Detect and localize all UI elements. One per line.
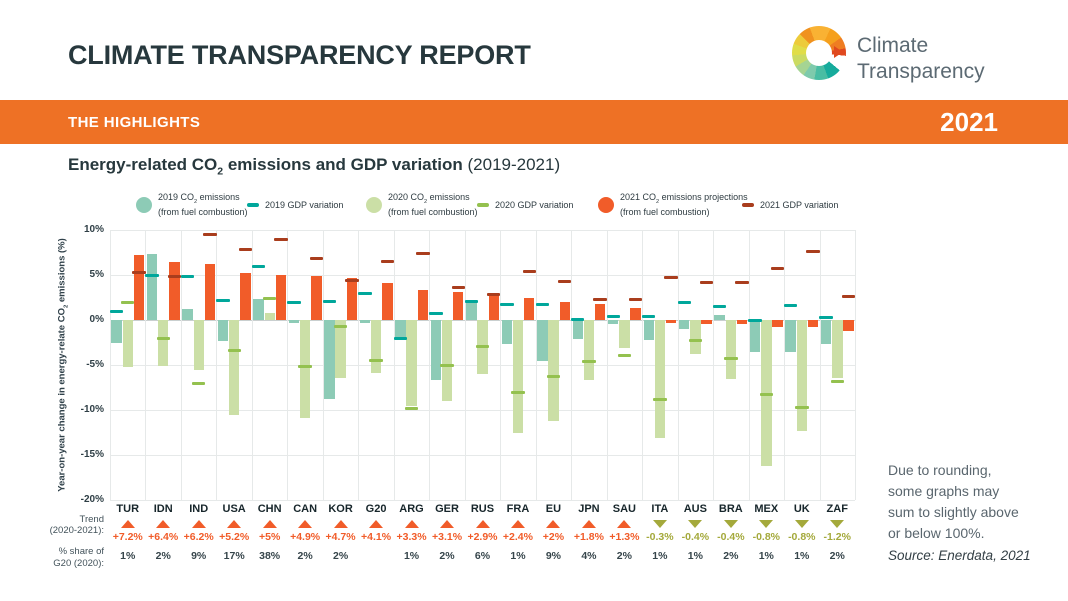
- bar-2019-co2: [573, 320, 583, 339]
- trend-value: +4.9%: [290, 531, 321, 543]
- country-label: ITA: [651, 503, 669, 515]
- share-value: 1%: [687, 550, 703, 562]
- gdp-dash-2020: [760, 393, 773, 396]
- bar-2019-co2: [360, 320, 370, 323]
- country-label: JPN: [578, 503, 600, 515]
- gdp-dash-2019: [678, 301, 691, 304]
- country-label: ARG: [399, 503, 424, 515]
- trend-row-label-1: Trend: [79, 514, 104, 525]
- y-tick-label: 5%: [89, 269, 104, 280]
- trend-up-icon: [511, 520, 525, 528]
- column-separator: [216, 230, 217, 500]
- column-separator: [855, 230, 856, 500]
- bar-2021-co2: [240, 273, 250, 320]
- trend-up-icon: [582, 520, 596, 528]
- column-separator: [642, 230, 643, 500]
- share-row-label-2: G20 (2020):: [53, 558, 104, 569]
- gdp-dash-2020: [653, 398, 666, 401]
- gdp-dash-2019: [536, 303, 549, 306]
- gdp-dash-2021: [593, 298, 606, 301]
- gdp-dash-2019: [465, 300, 478, 303]
- y-tick-label: 10%: [83, 224, 104, 235]
- gdp-dash-2021: [168, 275, 181, 278]
- bar-2021-co2: [276, 275, 286, 320]
- country-label: EU: [545, 503, 562, 515]
- bar-2021-co2: [134, 255, 144, 320]
- column-separator: [820, 230, 821, 500]
- bar-2021-co2: [737, 320, 747, 324]
- logo-word-2: Transparency: [857, 60, 985, 83]
- bar-2020-co2: [548, 320, 558, 421]
- bar-2019-co2: [147, 254, 157, 320]
- gdp-dash-2020: [440, 364, 453, 367]
- trend-up-icon: [546, 520, 560, 528]
- gdp-dash-2021: [416, 252, 429, 255]
- y-tick-label: 0%: [89, 314, 104, 325]
- share-value: 2%: [616, 550, 632, 562]
- bar-2021-co2: [418, 290, 428, 320]
- gdp-dash-2021: [664, 276, 677, 279]
- bar-2020-co2: [229, 320, 239, 415]
- y-tick-label: -15%: [80, 449, 104, 460]
- gdp-dash-2019: [358, 292, 371, 295]
- gdp-dash-2020: [582, 360, 595, 363]
- bar-2020-co2: [442, 320, 452, 401]
- column-separator: [571, 230, 572, 500]
- bar-2019-co2: [289, 320, 299, 323]
- trend-value: +4.1%: [361, 531, 392, 543]
- share-value: 2%: [439, 550, 455, 562]
- legend-2019-gdp: 2019 GDP variation: [247, 190, 343, 220]
- bar-2020-co2: [300, 320, 310, 418]
- country-label: G20: [365, 503, 387, 515]
- bar-2019-co2: [679, 320, 689, 329]
- gdp-dash-2021: [558, 280, 571, 283]
- trend-value: +2.4%: [502, 531, 533, 543]
- legend-2021-co2: 2021 $CO_2$ emissions projections (from fuel combustion): [598, 190, 748, 220]
- gdp-dash-2021: [487, 293, 500, 296]
- trend-up-icon: [263, 520, 277, 528]
- gdp-dash-2020: [405, 407, 418, 410]
- bar-2021-co2: [630, 308, 640, 320]
- country-label: CAN: [293, 503, 318, 515]
- bar-2021-co2: [169, 262, 179, 320]
- gdp-dash-2020: [192, 382, 205, 385]
- trend-down-icon: [688, 520, 702, 528]
- bar-2019-co2: [253, 299, 263, 320]
- share-value: 2%: [155, 550, 171, 562]
- gdp-dash-2021: [523, 270, 536, 273]
- trend-value: +6.2%: [183, 531, 214, 543]
- gdp-dash-2019: [642, 315, 655, 318]
- y-axis-title: Year-on-year change in energy-relate $CO_2$ emissions (%): [56, 238, 70, 492]
- gdp-dash-2019: [571, 318, 584, 321]
- gdp-dash-2021: [806, 250, 819, 253]
- share-value: 6%: [474, 550, 491, 562]
- country-label: BRA: [718, 503, 743, 515]
- bar-2020-co2: [513, 320, 523, 433]
- country-label: AUS: [683, 503, 707, 515]
- bar-2019-co2: [218, 320, 228, 341]
- legend-2019-co2: 2019 $CO_2$ emissions (from fuel combustion): [136, 190, 248, 220]
- bar-2020-co2: [194, 320, 204, 370]
- bar-2021-co2: [489, 294, 499, 320]
- column-separator: [500, 230, 501, 500]
- bar-2019-co2: [821, 320, 831, 344]
- gdp-dash-2021: [345, 279, 358, 282]
- country-label: IDN: [153, 503, 173, 515]
- gdp-dash-2020: [228, 349, 241, 352]
- trend-row-label-2: (2020-2021):: [49, 525, 104, 536]
- bar-2021-co2: [808, 320, 818, 327]
- gdp-dash-2021: [310, 257, 323, 260]
- share-value: 2%: [723, 550, 739, 562]
- gdp-dash-2019: [784, 304, 797, 307]
- gdp-dash-2020: [831, 380, 844, 383]
- gdp-dash-2019: [713, 305, 726, 308]
- source-note: Source: Enerdata, 2021: [888, 548, 1031, 563]
- trend-value: +1.3%: [609, 531, 640, 543]
- bar-2020-co2: [406, 320, 416, 406]
- country-label: RUS: [470, 503, 495, 515]
- bar-2021-co2: [843, 320, 853, 331]
- gdp-dash-2019: [394, 337, 407, 340]
- bar-2019-co2: [644, 320, 654, 340]
- share-value: 9%: [545, 550, 562, 562]
- y-tick-label: -5%: [86, 359, 104, 370]
- bar-2019-co2: [502, 320, 512, 344]
- gdp-dash-2021: [771, 267, 784, 270]
- trend-up-icon: [440, 520, 454, 528]
- country-label: SAU: [612, 503, 636, 515]
- country-label: KOR: [328, 503, 353, 515]
- bar-2021-co2: [453, 292, 463, 320]
- bar-2020-co2: [726, 320, 736, 379]
- gdp-dash-2019: [819, 316, 832, 319]
- trend-up-icon: [369, 520, 383, 528]
- gdp-dash-2021: [239, 248, 252, 251]
- trend-value: +2.9%: [467, 531, 498, 543]
- bar-2020-co2: [832, 320, 842, 378]
- gdp-dash-2020: [618, 354, 631, 357]
- trend-up-icon: [298, 520, 312, 528]
- trend-value: +2%: [542, 531, 565, 543]
- trend-up-icon: [121, 520, 135, 528]
- bar-2019-co2: [431, 320, 441, 380]
- column-separator: [678, 230, 679, 500]
- trend-value: -0.8%: [752, 531, 781, 543]
- share-row-label-1: % share of: [58, 546, 104, 557]
- bar-2020-co2: [158, 320, 168, 366]
- gdp-dash-2019: [181, 275, 194, 278]
- trend-value: -0.8%: [788, 531, 816, 543]
- bar-2021-co2: [560, 302, 570, 320]
- country-label: ZAF: [826, 503, 848, 515]
- bar-2019-co2: [324, 320, 334, 399]
- gdp-dash-2019: [110, 310, 123, 313]
- column-separator: [713, 230, 714, 500]
- gdp-dash-2021: [735, 281, 748, 284]
- band-year: 2021: [940, 107, 998, 137]
- rounding-note: Due to rounding, some graphs may sum to slightly above or below 100%.: [888, 462, 1019, 541]
- band-label: THE HIGHLIGHTS: [68, 114, 201, 131]
- bar-2020-co2: [265, 313, 275, 320]
- gdp-dash-2020: [263, 297, 276, 300]
- gdp-dash-2021: [203, 233, 216, 236]
- logo-word-1: Climate: [857, 34, 929, 57]
- country-label: GER: [435, 503, 459, 515]
- bar-2019-co2: [785, 320, 795, 352]
- country-label: UK: [793, 503, 810, 515]
- bar-2020-co2: [123, 320, 133, 367]
- gdp-dash-2019: [323, 300, 336, 303]
- trend-value: +7.2%: [112, 531, 143, 543]
- grid-line: [110, 455, 855, 456]
- grid-line: [110, 230, 855, 231]
- y-tick-label: -10%: [80, 404, 104, 415]
- column-separator: [110, 230, 111, 500]
- bar-2019-co2: [182, 309, 192, 320]
- column-separator: [181, 230, 182, 500]
- share-value: 2%: [829, 550, 845, 562]
- gdp-dash-2020: [121, 301, 134, 304]
- gdp-dash-2020: [795, 406, 808, 409]
- gdp-dash-2021: [381, 260, 394, 263]
- chart-title: Energy-related $CO_2$ emissions and GDP variation (2019-2021): [68, 155, 561, 178]
- country-label: TUR: [116, 503, 140, 515]
- gdp-dash-2019: [607, 315, 620, 318]
- gdp-dash-2020: [511, 391, 524, 394]
- gdp-dash-2019: [287, 301, 300, 304]
- bar-2020-co2: [335, 320, 345, 378]
- trend-up-icon: [405, 520, 419, 528]
- bar-2019-co2: [714, 315, 724, 320]
- gdp-dash-2021: [274, 238, 287, 241]
- column-separator: [749, 230, 750, 500]
- gdp-dash-2021: [700, 281, 713, 284]
- bar-2021-co2: [595, 304, 605, 320]
- trend-down-icon: [759, 520, 773, 528]
- share-value: 2%: [332, 550, 349, 562]
- legend-2021-gdp: 2021 GDP variation: [742, 190, 838, 220]
- trend-up-icon: [476, 520, 490, 528]
- share-value: 38%: [259, 550, 281, 562]
- share-value: 4%: [581, 550, 597, 562]
- column-separator: [784, 230, 785, 500]
- grid-line: [110, 275, 855, 276]
- trend-up-icon: [334, 520, 348, 528]
- share-value: 9%: [191, 550, 207, 562]
- gdp-dash-2020: [724, 357, 737, 360]
- gdp-dash-2021: [452, 286, 465, 289]
- bar-2021-co2: [524, 298, 534, 320]
- trend-value: +5%: [258, 531, 281, 543]
- gdp-dash-2019: [145, 274, 158, 277]
- gdp-dash-2019: [216, 299, 229, 302]
- trend-down-icon: [830, 520, 844, 528]
- column-separator: [465, 230, 466, 500]
- country-label: IND: [189, 503, 209, 515]
- share-value: 2%: [297, 550, 313, 562]
- gdp-dash-2020: [476, 345, 489, 348]
- bar-2019-co2: [537, 320, 547, 361]
- bar-2019-co2: [750, 320, 760, 352]
- trend-down-icon: [653, 520, 667, 528]
- bar-2020-co2: [690, 320, 700, 354]
- bar-2020-co2: [371, 320, 381, 373]
- bar-2020-co2: [797, 320, 807, 431]
- bar-2019-co2: [466, 300, 476, 320]
- column-separator: [252, 230, 253, 500]
- bar-2021-co2: [347, 278, 357, 320]
- gdp-dash-2020: [547, 375, 560, 378]
- gdp-dash-2020: [157, 337, 170, 340]
- bar-2021-co2: [382, 283, 392, 320]
- grid-line: [110, 410, 855, 411]
- gdp-dash-2021: [132, 271, 145, 274]
- column-separator: [394, 230, 395, 500]
- trend-value: -0.3%: [646, 531, 674, 543]
- trend-up-icon: [227, 520, 241, 528]
- country-label: USA: [222, 503, 246, 515]
- gdp-dash-2020: [334, 325, 347, 328]
- gdp-dash-2019: [252, 265, 265, 268]
- bar-2019-co2: [111, 320, 121, 343]
- bar-2020-co2: [655, 320, 665, 438]
- country-label: MEX: [754, 503, 779, 515]
- trend-up-icon: [192, 520, 206, 528]
- legend-2020-gdp: 2020 GDP variation: [477, 190, 573, 220]
- trend-value: +3.1%: [431, 531, 463, 543]
- gdp-dash-2020: [369, 359, 382, 362]
- bar-2019-co2: [395, 320, 405, 339]
- y-tick-label: -20%: [80, 494, 104, 505]
- trend-value: -0.4%: [681, 531, 710, 543]
- bar-2021-co2: [666, 320, 676, 323]
- trend-down-icon: [724, 520, 738, 528]
- column-separator: [358, 230, 359, 500]
- gdp-dash-2019: [429, 312, 442, 315]
- gdp-dash-2020: [689, 339, 702, 342]
- column-separator: [287, 230, 288, 500]
- bar-2020-co2: [584, 320, 594, 380]
- trend-value: +5.2%: [219, 531, 250, 543]
- trend-value: +1.8%: [573, 531, 604, 543]
- bar-2021-co2: [701, 320, 711, 324]
- column-separator: [607, 230, 608, 500]
- share-value: 1%: [794, 550, 810, 562]
- trend-value: -0.4%: [717, 531, 745, 543]
- bar-2021-co2: [205, 264, 215, 320]
- trend-down-icon: [795, 520, 809, 528]
- trend-value: +4.7%: [325, 531, 356, 543]
- trend-up-icon: [156, 520, 170, 528]
- gdp-dash-2021: [842, 295, 855, 298]
- share-value: 1%: [652, 550, 668, 562]
- bar-2021-co2: [772, 320, 782, 327]
- gdp-dash-2021: [629, 298, 642, 301]
- legend-2020-co2: 2020 $CO_2$ emissions (from fuel combustion): [366, 190, 478, 220]
- trend-up-icon: [617, 520, 631, 528]
- grid-line: [110, 500, 855, 501]
- trend-value: +6.4%: [148, 531, 179, 543]
- share-value: 1%: [403, 550, 420, 562]
- gdp-dash-2020: [298, 365, 311, 368]
- bar-2020-co2: [619, 320, 629, 348]
- gdp-dash-2019: [500, 303, 513, 306]
- country-label: CHN: [257, 503, 282, 515]
- share-value: 17%: [223, 550, 245, 562]
- share-value: 1%: [758, 550, 774, 562]
- trend-value: +3.3%: [396, 531, 427, 543]
- share-value: 1%: [510, 550, 526, 562]
- report-title: CLIMATE TRANSPARENCY REPORT: [68, 40, 531, 70]
- country-label: FRA: [506, 503, 530, 515]
- trend-value: -1.2%: [823, 531, 851, 543]
- share-value: 1%: [120, 550, 136, 562]
- bar-2021-co2: [311, 276, 321, 320]
- gdp-dash-2019: [748, 319, 761, 322]
- bar-2019-co2: [608, 320, 618, 324]
